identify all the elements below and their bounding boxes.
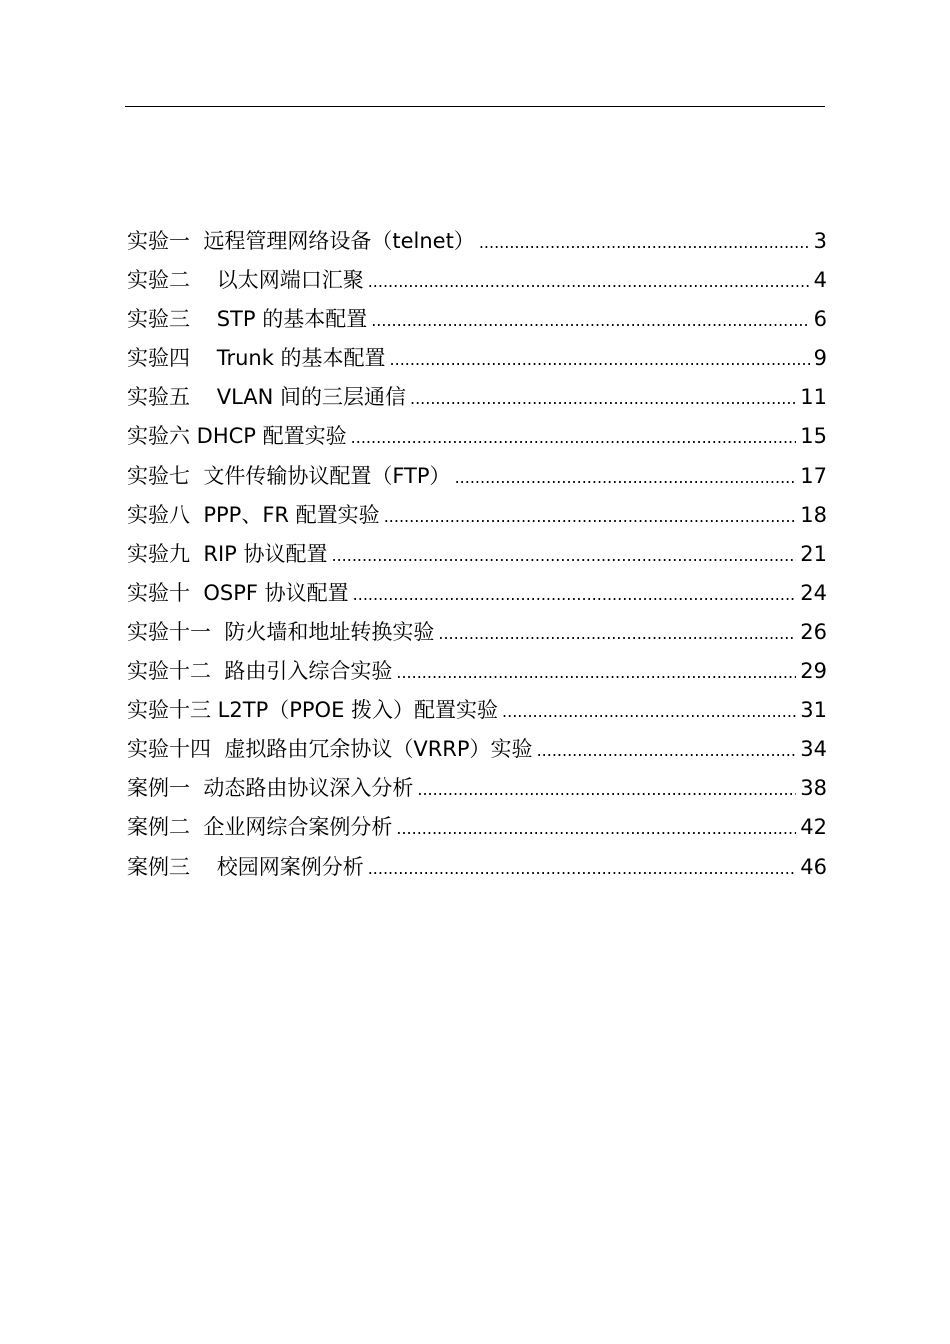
toc-dot-leader — [410, 379, 796, 418]
toc-entry-title: 实验六 DHCP 配置实验 — [127, 424, 347, 449]
toc-entry-6[interactable] — [127, 417, 827, 456]
toc-entry-title: 实验十 OSPF 协议配置 — [127, 580, 349, 605]
toc-dot-leader — [384, 497, 797, 536]
toc-entry-page: 26 — [800, 619, 827, 644]
toc-entry-page: 9 — [813, 346, 827, 371]
toc-entry-page: 34 — [800, 737, 827, 762]
toc-entry-7[interactable] — [127, 457, 827, 496]
toc-entry-1[interactable] — [127, 222, 827, 261]
toc-entry-page: 17 — [800, 463, 827, 488]
toc-dot-leader — [438, 614, 796, 653]
toc-dot-leader — [371, 301, 809, 340]
toc-entry-9[interactable] — [127, 535, 827, 574]
toc-entry-page: 15 — [800, 424, 827, 449]
toc-dot-leader — [396, 653, 796, 692]
toc-entry-page: 21 — [800, 541, 827, 566]
toc-entry-title: 案例三 校园网案例分析 — [127, 854, 364, 879]
toc-dot-leader — [417, 770, 796, 809]
toc-entry-17[interactable] — [127, 848, 827, 887]
toc-entry-14[interactable] — [127, 730, 827, 769]
toc-entry-4[interactable] — [127, 339, 827, 378]
toc-entry-title: 实验十三 L2TP（PPOE 拨入）配置实验 — [127, 698, 499, 723]
toc-dot-leader — [537, 731, 797, 770]
toc-dot-leader — [396, 809, 796, 848]
toc-entry-8[interactable] — [127, 496, 827, 535]
toc-dot-leader — [351, 418, 797, 457]
toc-entry-page: 4 — [813, 268, 827, 293]
toc-dot-leader — [368, 849, 797, 888]
toc-entry-title: 案例二 企业网综合案例分析 — [127, 815, 393, 840]
toc-entry-title: 实验三 STP 的基本配置 — [127, 307, 368, 332]
toc-dot-leader — [390, 340, 810, 379]
toc-dot-leader — [353, 575, 797, 614]
toc-entry-page: 46 — [800, 854, 827, 879]
toc-entry-13[interactable] — [127, 691, 827, 730]
toc-entry-title: 实验十二 路由引入综合实验 — [127, 659, 393, 684]
toc-entry-10[interactable] — [127, 574, 827, 613]
toc-entry-page: 31 — [800, 698, 827, 723]
toc-dot-leader — [479, 223, 810, 262]
toc-dot-leader — [331, 536, 796, 575]
toc-entry-2[interactable] — [127, 261, 827, 300]
toc-entry-5[interactable] — [127, 378, 827, 417]
toc-entry-page: 6 — [813, 307, 827, 332]
toc-entry-page: 3 — [813, 229, 827, 253]
header-rule — [125, 106, 825, 107]
toc-entry-12[interactable] — [127, 652, 827, 691]
toc-entry-page: 42 — [800, 815, 827, 840]
toc-entry-3[interactable] — [127, 300, 827, 339]
toc-entry-title: 实验八 PPP、FR 配置实验 — [127, 502, 380, 527]
toc-entry-page: 11 — [800, 385, 827, 410]
toc-dot-leader — [455, 458, 797, 497]
toc-entry-title: 实验十四 虚拟路由冗余协议（VRRP）实验 — [127, 737, 533, 762]
toc-entry-title: 实验七 文件传输协议配置（FTP） — [127, 463, 451, 488]
toc-entry-title: 实验一 远程管理网络设备（telnet） — [127, 229, 475, 253]
toc-entry-page: 38 — [800, 776, 827, 801]
toc-entry-title: 实验二 以太网端口汇聚 — [127, 268, 364, 293]
toc-entry-16[interactable] — [127, 808, 827, 847]
toc-dot-leader — [502, 692, 796, 731]
toc-entry-11[interactable] — [127, 613, 827, 652]
toc-entry-15[interactable] — [127, 769, 827, 808]
toc-entry-title: 实验四 Trunk 的基本配置 — [127, 346, 386, 371]
table-of-contents — [127, 222, 827, 887]
toc-entry-title: 实验五 VLAN 间的三层通信 — [127, 385, 406, 410]
toc-dot-leader — [368, 262, 810, 301]
toc-entry-page: 18 — [800, 502, 827, 527]
toc-entry-page: 24 — [800, 580, 827, 605]
toc-entry-title: 实验十一 防火墙和地址转换实验 — [127, 619, 435, 644]
toc-entry-title: 案例一 动态路由协议深入分析 — [127, 776, 414, 801]
toc-entry-page: 29 — [800, 659, 827, 684]
toc-entry-title: 实验九 RIP 协议配置 — [127, 541, 328, 566]
